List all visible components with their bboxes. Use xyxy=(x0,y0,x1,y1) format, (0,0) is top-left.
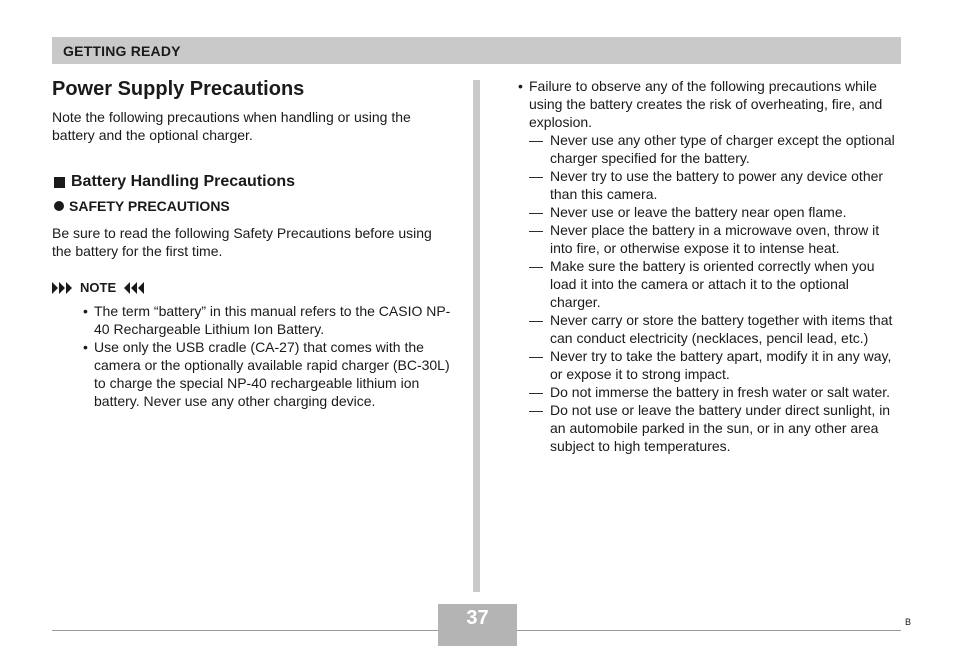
note-label: NOTE xyxy=(80,280,117,295)
list-item xyxy=(518,167,903,203)
dash-marker: — xyxy=(529,258,543,274)
dash-marker: — xyxy=(529,384,543,400)
list-item xyxy=(518,401,903,455)
list-item xyxy=(518,203,903,221)
precautions-intro xyxy=(518,77,903,131)
subsection-heading xyxy=(52,197,452,215)
note-arrows-left-icon xyxy=(122,282,144,294)
page-number: 37 xyxy=(466,607,489,629)
square-bullet-icon xyxy=(54,177,65,188)
precaution-text: Never place the battery in a microwave oven, throw it into fire, or otherwise expose it to intense heat. xyxy=(550,222,880,256)
section-heading-text: Battery Handling Precautions xyxy=(71,173,296,190)
section-heading xyxy=(52,172,452,192)
bullet-dot-icon: • xyxy=(518,78,523,94)
left-column xyxy=(52,76,452,410)
dash-marker: — xyxy=(529,348,543,364)
safety-intro-paragraph: Be sure to read the following Safety Precautions before using the battery for the first time. xyxy=(52,225,432,259)
dash-marker: — xyxy=(529,312,543,328)
list-item xyxy=(518,221,903,257)
list-item xyxy=(52,302,452,338)
precaution-text: Never use or leave the battery near open flame. xyxy=(550,204,847,220)
list-item xyxy=(518,383,903,401)
footer-code: B xyxy=(905,617,912,627)
list-item xyxy=(518,311,903,347)
dash-marker: — xyxy=(529,402,543,418)
bullet-dot-icon: • xyxy=(83,303,88,319)
precautions-list xyxy=(518,131,903,455)
subsection-heading-text: SAFETY PRECAUTIONS xyxy=(69,198,230,214)
bullet-dot-icon: • xyxy=(83,339,88,355)
dash-marker: — xyxy=(529,222,543,238)
precaution-text: Never try to take the battery apart, modify it in any way, or expose it to strong impact. xyxy=(550,348,892,382)
section-header-label: GETTING READY xyxy=(63,43,181,59)
note-arrows-right-icon xyxy=(52,282,74,294)
note-heading xyxy=(52,280,452,296)
dash-marker: — xyxy=(529,168,543,184)
note-text: The term “battery” in this manual refers to the CASIO NP-40 Rechargeable Lithium Ion Battery. xyxy=(94,303,451,337)
page-title: Power Supply Precautions xyxy=(52,78,305,100)
page-number-box xyxy=(438,604,517,646)
right-column xyxy=(518,77,903,455)
list-item xyxy=(518,257,903,311)
precaution-text: Do not immerse the battery in fresh water or salt water. xyxy=(550,384,891,400)
list-item xyxy=(518,347,903,383)
note-text: Use only the USB cradle (CA-27) that comes with the camera or the optionally available rapid charger (BC-30L) to charge the special NP-40 rechargeable lithium ion battery. Never use any other charging device. xyxy=(94,339,450,409)
precaution-text: Never try to use the battery to power any device other than this camera. xyxy=(550,168,884,202)
dash-marker: — xyxy=(529,132,543,148)
section-header-bar xyxy=(52,37,901,64)
precaution-text: Never use any other type of charger except the optional charger specified for the battery. xyxy=(550,132,895,166)
list-item xyxy=(518,131,903,167)
dash-marker: — xyxy=(529,204,543,220)
precaution-text: Never carry or store the battery together with items that can conduct electricity (necklaces, pencil lead, etc.) xyxy=(550,312,893,346)
precaution-text: Make sure the battery is oriented correctly when you load it into the camera or attach it to the optional charger. xyxy=(550,258,875,310)
circle-bullet-icon xyxy=(54,201,64,211)
note-list xyxy=(52,302,452,410)
list-item xyxy=(52,338,452,410)
intro-paragraph: Note the following precautions when handling or using the battery and the optional charger. xyxy=(52,109,411,143)
precaution-text: Do not use or leave the battery under direct sunlight, in an automobile parked in the sun, or in any other area subject to high temperatures. xyxy=(550,402,891,454)
precautions-intro-text: Failure to observe any of the following precautions while using the battery creates the risk of overheating, fire, and explosion. xyxy=(529,78,883,130)
column-divider xyxy=(473,80,480,592)
